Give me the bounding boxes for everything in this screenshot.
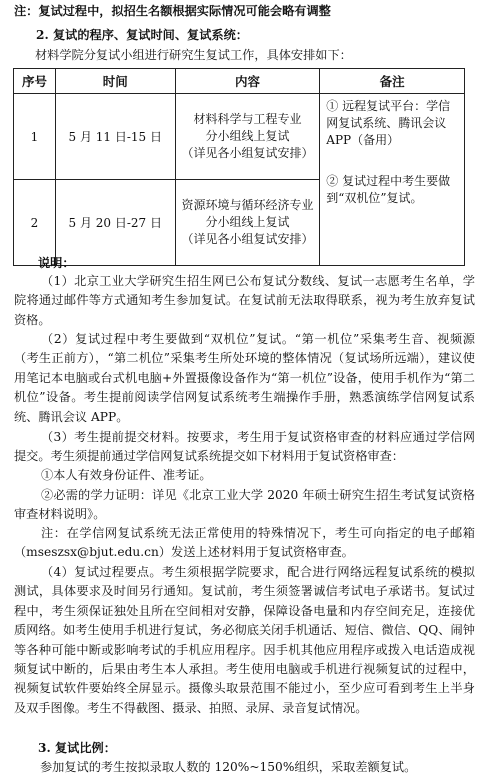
- content-line: 分小组线上复试: [205, 129, 290, 143]
- row-content: [175, 180, 320, 266]
- section2-heading: 2. 复试的程序、复试时间、复试系统：: [36, 28, 248, 42]
- remark-cell: [320, 94, 465, 266]
- row-number: 2: [14, 180, 56, 266]
- explain-p1: （1）北京工业大学研究生招生网已公布复试分数线、复试一志愿考生名单，学院将通过邮件等方式通知考生参加复试。在复试前无法取得联系，视为考生放弃复试资格。: [14, 274, 475, 327]
- header-remark: 备注: [320, 69, 465, 94]
- content-line: （详见各小组复试安排）: [181, 146, 314, 160]
- table-header-row: [14, 69, 465, 94]
- remark-platform: ① 远程复试平台：学信网复试系统、腾讯会议 APP（备用）: [326, 99, 451, 147]
- section3-heading: 3. 复试比例：: [38, 741, 116, 755]
- content-line: 分小组线上复试: [205, 215, 290, 229]
- row-time: 5 月 20 日-27 日: [55, 180, 175, 266]
- explain-p4: （4）复试过程要点。考生须根据学院要求，配合进行网络远程复试系统的模拟测试，具体要求及时间另行通知。复试前，考生须签署诚信考试电子承诺书。复试过程中，考生须保证独处且所在空间相对安静，保障设备电量和内存空间充足，连接优质网络。如考生使用手机进行复试，务必彻底关闭手机通话、短信、微信、QQ、闹钟等各种可能中断或影响考试的手机应用程序。因手机其他应用程序或拨入电话造成视频复试中断的，后果由考生本人承担。考生使用电脑或手机进行视频复试的过程中，视频复试软件要始终全屏显示。摄像头取景范围不能过小，至少应可看到考生上半身及双手图像。考生不得截图、摄录、拍照、录屏、录音复试情况。: [14, 565, 475, 715]
- row-number: 1: [14, 94, 56, 180]
- remark-dual-camera: ② 复试过程中考生要做到“双机位”复试。: [326, 174, 451, 205]
- header-time: 时间: [55, 69, 175, 94]
- explain-title: 说明：: [38, 256, 75, 270]
- section3-text: 参加复试的考生按拟录取人数的 120%~150%组织，采取差额复试。: [40, 760, 417, 774]
- content-line: 材料科学与工程专业: [193, 112, 302, 126]
- row-time: 5 月 11 日-15 日: [55, 94, 175, 180]
- explain-p3-note: 注：在学信网复试系统无法正常使用的特殊情况下，考生可向指定的电子邮箱（mseszsx@bjut.edu.cn）发送上述材料用于复试资格审查。: [14, 526, 475, 560]
- top-note: 注：复试过程中，拟招生名额根据实际情况可能会略有调整: [14, 4, 331, 18]
- header-content: 内容: [175, 69, 320, 94]
- explain-p3: （3）考生提前提交材料。按要求，考生用于复试资格审查的材料应通过学信网提交。考生须提前通过学信网复试系统提交如下材料用于复试资格审查：: [14, 430, 475, 464]
- explain-p2: （2）复试过程中考生要做到“双机位”复试。“第一机位”采集考生音、视频源（考生正前方），“第二机位”采集考生所处环境的整体情况（复试场所远端），建议使用笔记本电脑或台式机电脑+外置摄像设备作为“第一机位”设备，使用手机作为“第二机位”设备。考生提前阅读学信网复试系统考生端操作手册，熟悉演练学信网复试系统、腾讯会议 APP。: [14, 332, 475, 424]
- table-row: [14, 94, 465, 180]
- row-content: [175, 94, 320, 180]
- explain-p3b: ②必需的学力证明：详见《北京工业大学 2020 年硕士研究生招生考试复试资格审查材料说明》。: [14, 488, 475, 522]
- header-no: 序号: [14, 69, 56, 94]
- explain-p3a: ①本人有效身份证件、准考证。: [41, 468, 212, 482]
- section2-intro: 材料学院分复试小组进行研究生复试工作，具体安排如下：: [35, 48, 352, 62]
- content-line: （详见各小组复试安排）: [181, 232, 314, 246]
- schedule-table: [13, 68, 465, 266]
- content-line: 资源环境与循环经济专业: [181, 198, 314, 212]
